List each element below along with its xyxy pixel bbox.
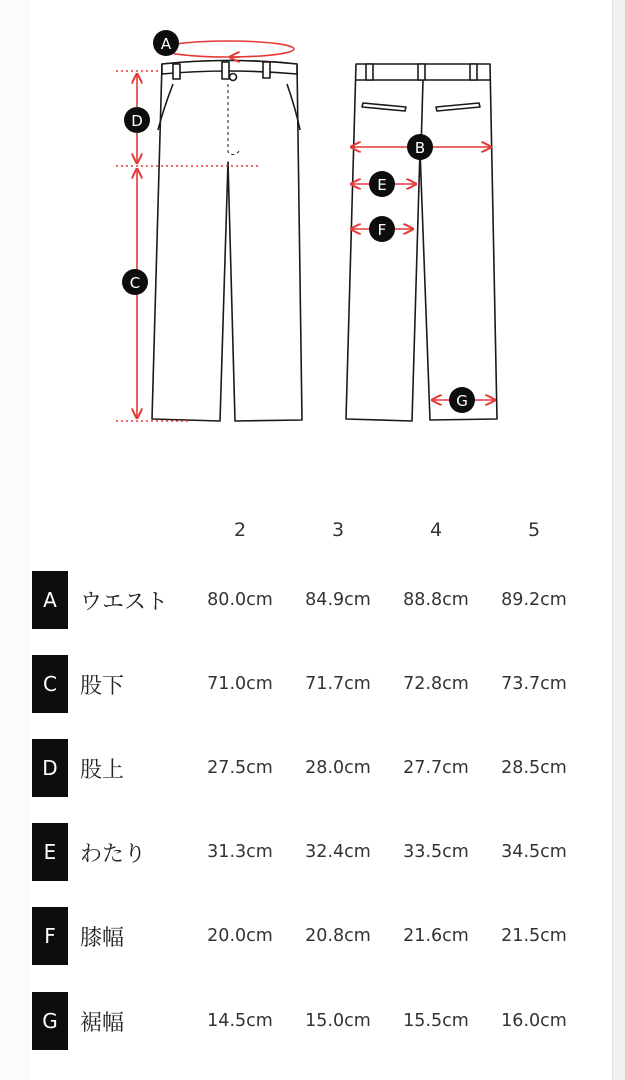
scrollbar-track[interactable] <box>612 0 625 1080</box>
row-label: 股上 <box>80 757 125 783</box>
row-badge: E <box>32 823 68 881</box>
table-row-thigh <box>32 823 612 881</box>
marker-a <box>153 30 179 56</box>
cell-value: 28.0cm <box>305 758 371 778</box>
table-row-waist <box>32 571 612 629</box>
cell-value: 84.9cm <box>305 590 371 610</box>
svg-text:D: D <box>131 112 143 130</box>
front-pants-illustration <box>152 61 302 422</box>
cell-value: 20.0cm <box>207 926 273 946</box>
cell-value: 28.5cm <box>501 758 567 778</box>
cell-value: 89.2cm <box>501 590 567 610</box>
cell-value: 71.0cm <box>207 674 273 694</box>
cell-value: 21.5cm <box>501 926 567 946</box>
cell-value: 73.7cm <box>501 674 567 694</box>
svg-text:E: E <box>377 176 387 194</box>
row-badge: G <box>32 992 68 1050</box>
cell-value: 27.5cm <box>207 758 273 778</box>
row-badge: C <box>32 655 68 713</box>
marker-c <box>122 269 148 295</box>
row-badge: A <box>32 571 68 629</box>
row-label: 裾幅 <box>80 1010 125 1036</box>
svg-text:B: B <box>414 139 426 157</box>
cell-value: 72.8cm <box>403 674 469 694</box>
size-header-4: 4 <box>429 519 443 541</box>
cell-value: 14.5cm <box>207 1011 273 1031</box>
marker-b <box>407 134 433 160</box>
cell-value: 88.8cm <box>403 590 469 610</box>
row-badge: F <box>32 907 68 965</box>
cell-value: 31.3cm <box>207 842 273 862</box>
svg-text:A: A <box>160 35 172 53</box>
row-label: 股下 <box>80 673 125 699</box>
svg-text:G: G <box>456 392 468 410</box>
marker-e <box>369 171 395 197</box>
cell-value: 27.7cm <box>403 758 469 778</box>
cell-value: 15.0cm <box>305 1011 371 1031</box>
size-header-2: 2 <box>233 519 247 541</box>
marker-g <box>449 387 475 413</box>
marker-f <box>369 216 395 242</box>
row-label: 膝幅 <box>80 925 125 951</box>
marker-d <box>124 107 150 133</box>
cell-value: 16.0cm <box>501 1011 567 1031</box>
size-header-5: 5 <box>527 519 541 541</box>
row-label: わたり <box>80 841 147 867</box>
cell-value: 20.8cm <box>305 926 371 946</box>
cell-value: 80.0cm <box>207 590 273 610</box>
cell-value: 21.6cm <box>403 926 469 946</box>
cell-value: 71.7cm <box>305 674 371 694</box>
svg-text:F: F <box>377 221 387 239</box>
cell-value: 33.5cm <box>403 842 469 862</box>
back-pants-illustration <box>346 64 497 421</box>
table-row-knee <box>32 907 612 965</box>
row-label: ウエスト <box>80 589 169 615</box>
table-row-rise <box>32 739 612 797</box>
cell-value: 32.4cm <box>305 842 371 862</box>
cell-value: 34.5cm <box>501 842 567 862</box>
table-row-inseam <box>32 655 612 713</box>
svg-text:C: C <box>129 274 141 292</box>
row-badge: D <box>32 739 68 797</box>
table-row-hem <box>32 992 612 1050</box>
pants-measurement-diagram <box>0 0 612 440</box>
size-header-3: 3 <box>331 519 345 541</box>
cell-value: 15.5cm <box>403 1011 469 1031</box>
